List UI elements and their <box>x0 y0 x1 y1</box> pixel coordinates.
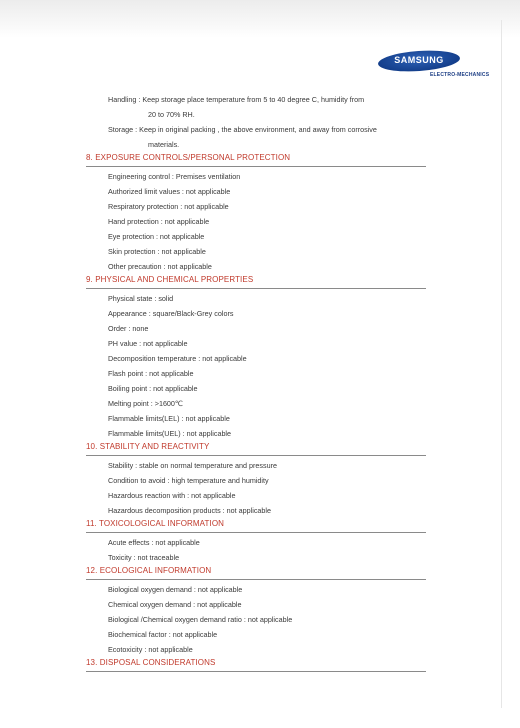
section-10 <box>86 441 426 518</box>
property-line: Respiratory protection : not applicable <box>108 202 229 211</box>
section-13 <box>86 657 426 672</box>
section-12 <box>86 565 426 657</box>
section-heading: 9. PHYSICAL AND CHEMICAL PROPERTIES <box>86 274 426 289</box>
handling-storage-block <box>86 92 426 152</box>
property-line: Ecotoxicity : not applicable <box>108 645 193 654</box>
logo-brand: SAMSUNG <box>394 55 444 65</box>
property-line: Chemical oxygen demand : not applicable <box>108 600 242 609</box>
property-line: Biological oxygen demand : not applicable <box>108 585 243 594</box>
property-line: Flammable limits(LEL) : not applicable <box>108 414 230 423</box>
section-heading: 13. DISPOSAL CONSIDERATIONS <box>86 657 426 672</box>
property-line: Hazardous reaction with : not applicable <box>108 491 236 500</box>
section-heading: 8. EXPOSURE CONTROLS/PERSONAL PROTECTION <box>86 152 426 167</box>
section-9 <box>86 274 426 441</box>
page-right-edge <box>501 20 502 708</box>
property-line: Flammable limits(UEL) : not applicable <box>108 429 232 438</box>
property-line: Authorized limit values : not applicable <box>108 187 231 196</box>
property-line: Flash point : not applicable <box>108 369 194 378</box>
property-line: Engineering control : Premises ventilation <box>108 172 241 181</box>
logo-subtitle: ELECTRO-MECHANICS <box>430 72 490 78</box>
property-line: Physical state : solid <box>108 294 174 303</box>
property-line: Condition to avoid : high temperature and humidity <box>108 476 269 485</box>
property-line: Biological /Chemical oxygen demand ratio : not applicable <box>108 615 293 624</box>
handling-storage-line: materials. <box>148 140 180 149</box>
property-line: Biochemical factor : not applicable <box>108 630 218 639</box>
section-11 <box>86 518 426 565</box>
section-heading: 12. ECOLOGICAL INFORMATION <box>86 565 426 580</box>
property-line: Skin protection : not applicable <box>108 247 206 256</box>
property-line: Appearance : square/Black-Grey colors <box>108 309 234 318</box>
handling-storage-line: Handling : Keep storage place temperature from 5 to 40 degree C, humidity from <box>108 95 365 104</box>
property-line: PH value : not applicable <box>108 339 188 348</box>
samsung-logo <box>378 51 496 81</box>
property-line: Eye protection : not applicable <box>108 232 205 241</box>
section-heading: 10. STABILITY AND REACTIVITY <box>86 441 426 456</box>
section-8 <box>86 152 426 274</box>
property-line: Stability : stable on normal temperature and pressure <box>108 461 277 470</box>
sections-container <box>86 152 426 672</box>
property-line: Order : none <box>108 324 149 333</box>
property-line: Hand protection : not applicable <box>108 217 210 226</box>
property-line: Toxicity : not traceable <box>108 553 180 562</box>
property-line: Decomposition temperature : not applicable <box>108 354 247 363</box>
page-top-shade <box>0 0 520 38</box>
property-line: Boiling point : not applicable <box>108 384 198 393</box>
handling-storage-line: Storage : Keep in original packing , the above environment, and away from corrosive <box>108 125 377 134</box>
document-body <box>86 92 426 674</box>
property-line: Hazardous decomposition products : not applicable <box>108 506 272 515</box>
section-heading: 11. TOXICOLOGICAL INFORMATION <box>86 518 426 533</box>
property-line: Acute effects : not applicable <box>108 538 200 547</box>
handling-storage-line: 20 to 70% RH. <box>148 110 195 119</box>
property-line: Other precaution : not applicable <box>108 262 212 271</box>
property-line: Melting point : >1600℃ <box>108 399 184 408</box>
